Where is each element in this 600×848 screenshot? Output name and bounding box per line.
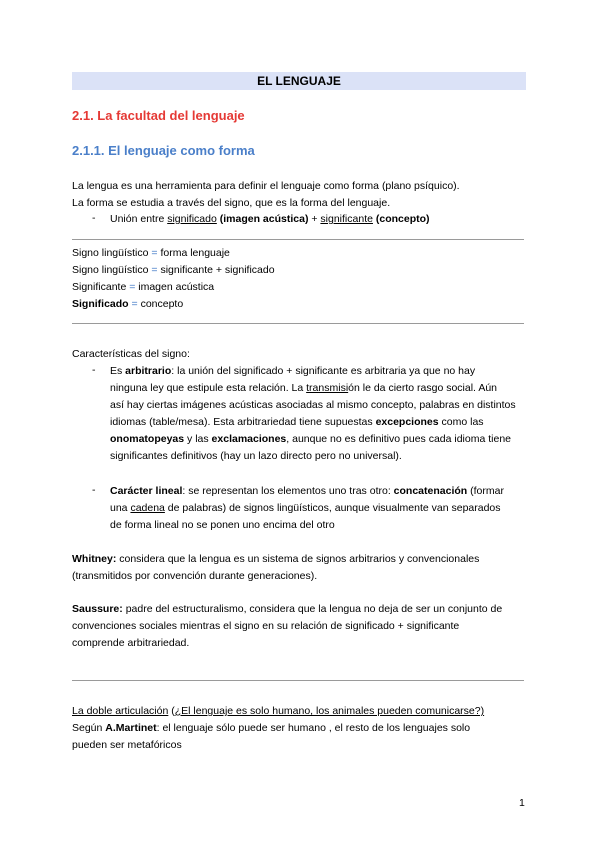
definition-line: Significante = imagen acústica <box>72 281 215 293</box>
intro-line-1: La lengua es una herramienta para definir el lenguaje como forma (plano psíquico). <box>72 180 460 192</box>
document-title: EL LENGUAJE <box>72 72 526 90</box>
intro-line-2: La forma se estudia a través del signo, que es la forma del lenguaje. <box>72 197 391 209</box>
bullet-marker: - <box>92 364 96 376</box>
bullet-marker: - <box>92 484 96 496</box>
intro-bullet: Unión entre significado (imagen acústica) + significante (concepto) <box>110 213 430 225</box>
divider <box>72 323 524 324</box>
subsection-heading: 2.1.1. El lenguaje como forma <box>72 143 255 158</box>
definition-line: Signo lingüístico = forma lenguaje <box>72 247 230 259</box>
bullet-marker: - <box>92 212 96 224</box>
divider <box>72 239 524 240</box>
definition-line: Significado = concepto <box>72 298 184 310</box>
saussure-paragraph: Saussure: padre del estructuralismo, considera que la lengua no deja de ser un conjunto de convenciones sociales mientras el signo en su relación de significado + significante comprende arbitrariedad. <box>72 603 503 649</box>
doble-articulacion-paragraph: La doble articulación (¿El lenguaje es solo humano, los animales pueden comunicarse?) Según A.Martinet: el lenguaje sólo puede ser humano , el resto de los lenguajes solo pueden ser metafóricos <box>72 705 485 751</box>
divider <box>72 680 524 681</box>
whitney-paragraph: Whitney: considera que la lengua es un sistema de signos arbitrarios y convencionales (transmitidos por convención durante generaciones). <box>72 553 480 582</box>
lineal-paragraph: Carácter lineal: se representan los elementos uno tras otro: concatenación (formar una cadena de palabras) de signos lingüísticos, aunque visualmente van separados de forma lineal no se ponen uno encima del otro <box>110 485 504 531</box>
arbitrario-paragraph: Es arbitrario: la unión del significado + significante es arbitraria ya que no hay ninguna ley que estipule esta relación. La transmisión le da cierto rasgo social. Aún así hay ciertas imágenes acústicas asociadas al mismo concepto, palabras en distintos idiomas (table/mesa). Esta arbitrariedad tiene supuestas excepciones como las onomatopeyas y las exclamaciones, aunque no es definitivo pues cada idioma tiene significantes definitivos (hay un lazo directo pero no universal). <box>110 365 516 462</box>
section-heading: 2.1. La facultad del lenguaje <box>72 108 245 123</box>
caracteristicas-heading: Características del signo: <box>72 348 190 360</box>
page-number: 1 <box>519 797 525 809</box>
definition-line: Signo lingüístico = significante + significado <box>72 264 275 276</box>
